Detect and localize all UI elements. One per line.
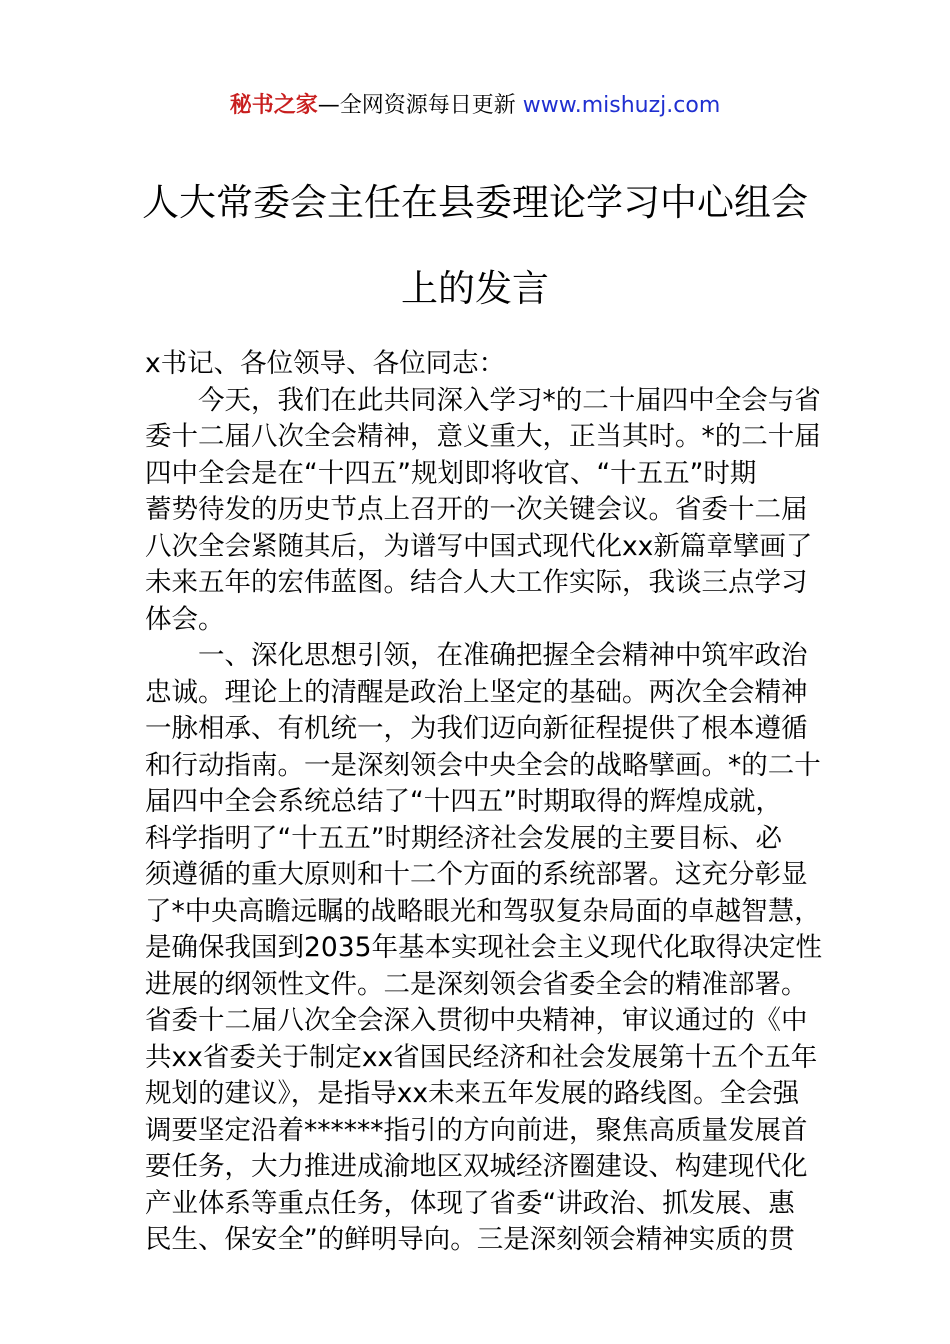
paragraph-line: 一脉相承、有机统一，为我们迈向新征程提供了根本遵循 <box>145 713 808 744</box>
paragraph-line: 调要坚定沿着******指引的方向前进，聚焦高质量发展首 <box>145 1114 808 1146</box>
paragraph-line: 蓄势待发的历史节点上召开的一次关键会议。省委十二届 <box>145 494 808 525</box>
paragraph-line: 要任务，大力推进成渝地区双城经济圈建设、构建现代化 <box>145 1151 808 1182</box>
paragraph-line: 了*中央高瞻远瞩的战略眼光和驾驭复杂局面的卓越智慧， <box>145 895 821 927</box>
document-title <box>100 160 850 332</box>
paragraph-line: 民生、保安全”的鲜明导向。三是深刻领会精神实质的贯 <box>145 1224 795 1255</box>
paragraph-line: 省委十二届八次全会深入贯彻中央精神，审议通过的《中 <box>145 1005 808 1036</box>
paragraph-line: 体会。 <box>145 603 225 635</box>
salutation: x书记、各位领导、各位同志： <box>145 348 506 379</box>
section-heading: 一、深化思想引领，在准确把握全会精神中筑牢政治 <box>198 640 808 671</box>
paragraph-line: 未来五年的宏伟蓝图。结合人大工作实际，我谈三点学习 <box>145 567 808 598</box>
paragraph-line: 科学指明了“十五五”时期经济社会发展的主要目标、必 <box>145 822 782 854</box>
paragraph-line: 届四中全会系统总结了“十四五”时期取得的辉煌成就， <box>145 786 782 817</box>
paragraph-line: 和行动指南。一是深刻领会中央全会的战略擘画。*的二十 <box>145 749 821 781</box>
site-header <box>0 86 950 126</box>
header-tagline: —全网资源每日更新 <box>317 93 516 118</box>
title-line: 上的发言 <box>401 267 549 310</box>
paragraph-line: 是确保我国到2035年基本实现社会主义现代化取得决定性 <box>145 932 822 963</box>
paragraph-line: 委十二届八次全会精神，意义重大，正当其时。*的二十届 <box>145 421 821 452</box>
paragraph-line: 进展的纲领性文件。二是深刻领会省委全会的精准部署。 <box>145 968 808 1000</box>
paragraph-line: 共xx省委关于制定xx省国民经济和社会发展第十五个五年 <box>145 1041 818 1073</box>
site-url-link[interactable]: www.mishuzj.com <box>522 93 721 118</box>
paragraph-line: 今天，我们在此共同深入学习*的二十届四中全会与省 <box>198 384 821 416</box>
title-line: 人大常委会主任在县委理论学习中心组会 <box>142 181 808 224</box>
paragraph-line: 规划的建议》，是指导xx未来五年发展的路线图。全会强 <box>145 1078 800 1109</box>
paragraph-line: 须遵循的重大原则和十二个方面的系统部署。这充分彰显 <box>145 859 808 890</box>
paragraph-line: 产业体系等重点任务，体现了省委“讲政治、抓发展、惠 <box>145 1187 795 1219</box>
paragraph-line: 忠诚。理论上的清醒是政治上坚定的基础。两次全会精神 <box>145 676 808 708</box>
paragraph-line: 四中全会是在“十四五”规划即将收官、“十五五”时期 <box>145 457 757 489</box>
document-body <box>145 346 822 1259</box>
paragraph-line: 八次全会紧随其后，为谱写中国式现代化xx新篇章擘画了 <box>145 530 813 562</box>
brand-name: 秘书之家 <box>229 93 318 118</box>
